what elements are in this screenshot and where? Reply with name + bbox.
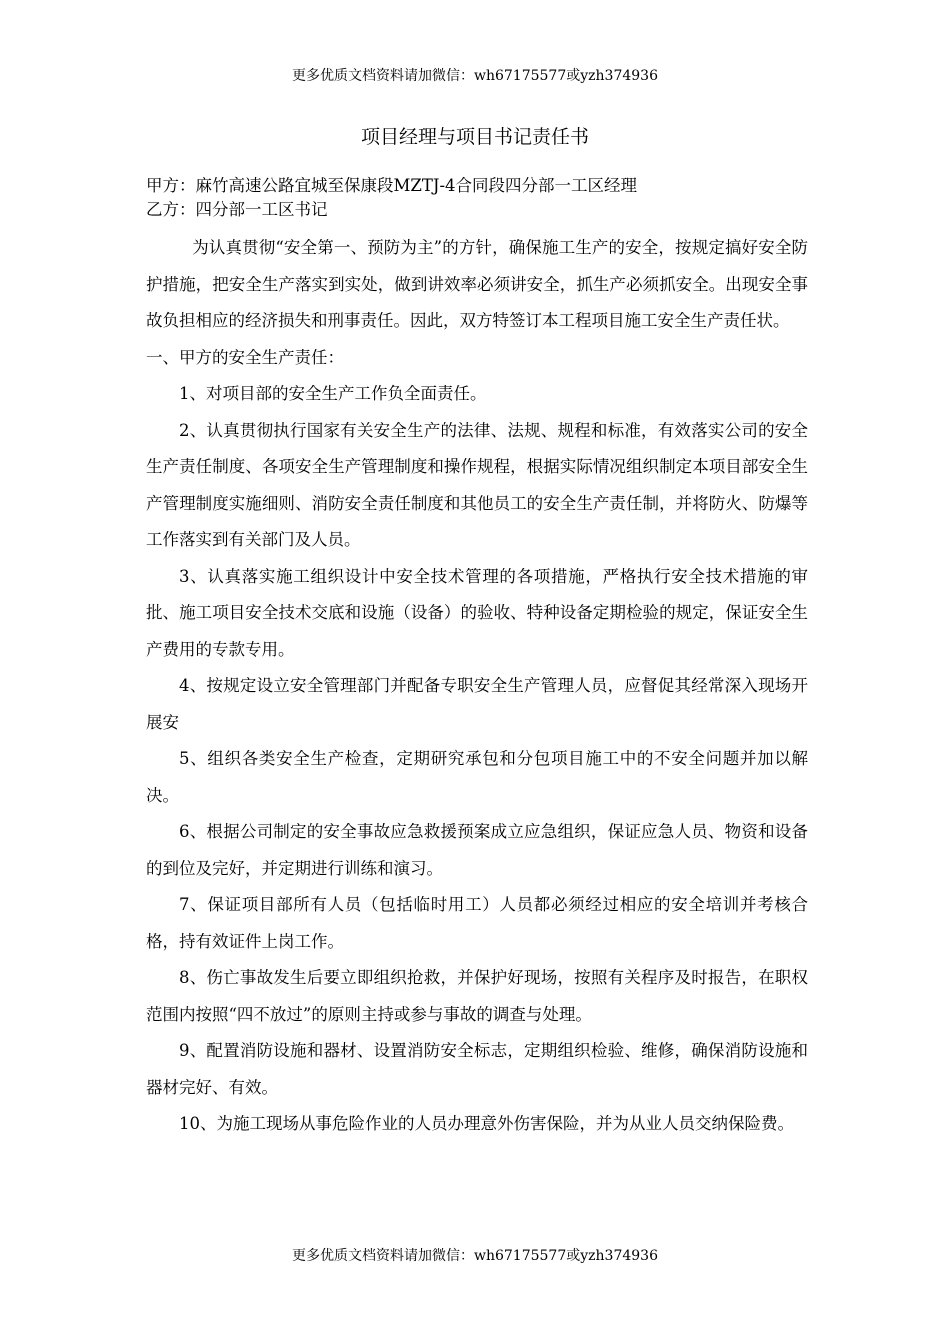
responsibility-item-2: 2、认真贯彻执行国家有关安全生产的法律、法规、规程和标准，有效落实公司的安全生产责任制度、各项安全生产管理制度和操作规程，根据实际情况组织制定本项目部安全生产管理制度实施细则、消防安全责任制度和其他员工的安全生产责任制，并将防火、防爆等工作落实到有关部门及人员。 [146, 420, 808, 549]
responsibility-item-6: 6、根据公司制定的安全事故应急救援预案成立应急组织，保证应急人员、物资和设备的到位及完好，并定期进行训练和演习。 [146, 822, 808, 878]
responsibility-item-3: 3、认真落实施工组织设计中安全技术管理的各项措施，严格执行安全技术措施的审批、施工项目安全技术交底和设施（设备）的验收、特种设备定期检验的规定，保证安全生产费用的专款专用。 [146, 566, 808, 659]
responsibility-item-7: 7、保证项目部所有人员（包括临时用工）人员都必须经过相应的安全培训并考核合格，持有效证件上岗工作。 [146, 895, 808, 951]
responsibility-item-9: 9、配置消防设施和器材、设置消防安全标志，定期组织检验、维修，确保消防设施和器材完好、有效。 [146, 1041, 808, 1097]
responsibility-item-1: 1、对项目部的安全生产工作负全面责任。 [179, 384, 487, 403]
party-a: 甲方：麻竹高速公路宜城至保康段MZTJ-4合同段四分部一工区经理 [146, 176, 638, 195]
intro-paragraph: 为认真贯彻“安全第一、预防为主”的方针，确保施工生产的安全，按规定搞好安全防护措施，把安全生产落实到实处，做到讲效率必须讲安全，抓生产必须抓安全。出现安全事故负担相应的经济损失和刑事责任。因此，双方特签订本工程项目施工安全生产责任状。 [146, 238, 808, 330]
responsibility-item-8: 8、伤亡事故发生后要立即组织抢救，并保护好现场，按照有关程序及时报告，在职权范围内按照“四不放过”的原则主持或参与事故的调查与处理。 [146, 968, 808, 1024]
footer-note: 更多优质文档资料请加微信：wh67175577或yzh374936 [291, 1248, 658, 1264]
responsibility-item-4: 4、按规定设立安全管理部门并配备专职安全生产管理人员，应督促其经常深入现场开展安 [146, 676, 808, 732]
responsibility-item-5: 5、组织各类安全生产检查，定期研究承包和分包项目施工中的不安全问题并加以解决。 [146, 749, 808, 805]
document-title: 项目经理与项目书记责任书 [360, 126, 589, 148]
section-heading-one: 一、甲方的安全生产责任： [146, 347, 344, 367]
header-note: 更多优质文档资料请加微信：wh67175577或yzh374936 [291, 68, 658, 84]
document-body [146, 174, 808, 1143]
responsibility-item-10: 10、为施工现场从事危险作业的人员办理意外伤害保险，并为从业人员交纳保险费。 [179, 1114, 794, 1133]
party-b: 乙方：四分部一工区书记 [146, 200, 328, 219]
